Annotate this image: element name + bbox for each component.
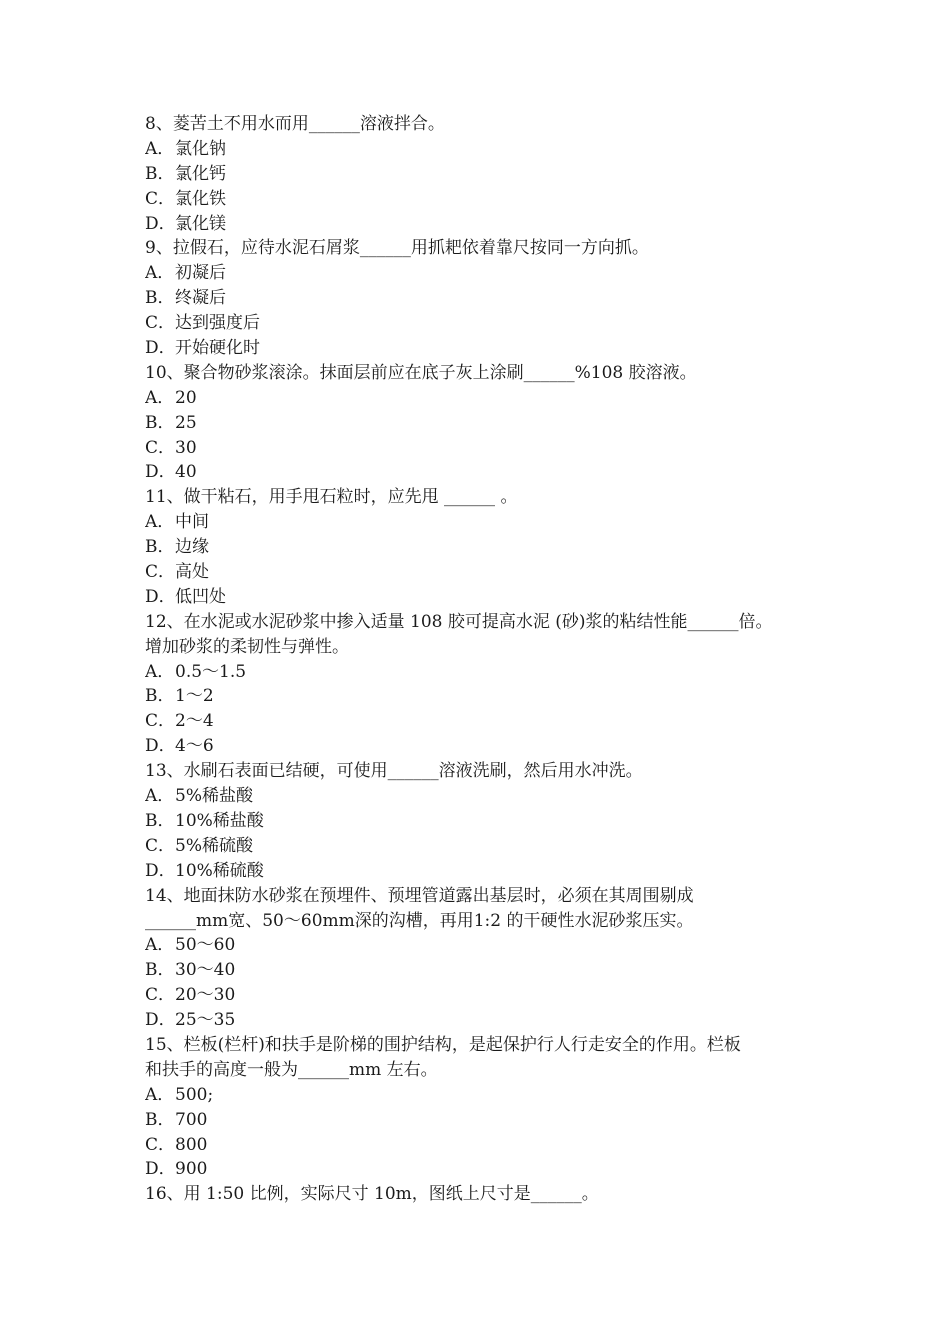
option-text: 700 xyxy=(175,1109,208,1130)
option-text: 900 xyxy=(175,1159,208,1180)
option-letter: B． xyxy=(145,537,175,558)
option-text: 高处 xyxy=(175,562,209,583)
option-letter: A． xyxy=(145,786,175,807)
option-letter: C． xyxy=(145,985,176,1006)
option-letter: C． xyxy=(145,1134,176,1155)
question-text-continued: ______mm宽、50～60mm深的沟槽，再用1:2 的干硬性水泥砂浆压实。 xyxy=(145,910,694,931)
option-d xyxy=(145,1157,813,1182)
option-letter: C． xyxy=(145,313,176,334)
option-c xyxy=(145,187,813,212)
question-text: 11、做干粘石，用手甩石粒时，应先甩 ______ 。 xyxy=(145,487,518,508)
option-text: 达到强度后 xyxy=(175,313,260,334)
option-a xyxy=(145,386,813,411)
option-c xyxy=(145,709,813,734)
option-text: 5%稀盐酸 xyxy=(175,786,253,807)
option-letter: C． xyxy=(145,188,176,209)
question-text: 9、拉假石，应待水泥石屑浆______用抓耙依着靠尺按同一方向抓。 xyxy=(145,238,649,259)
option-text: 边缘 xyxy=(175,537,209,558)
option-letter: C． xyxy=(145,835,176,856)
option-text: 30～40 xyxy=(175,960,236,981)
option-text: 氯化镁 xyxy=(175,213,226,234)
option-letter: D． xyxy=(145,1010,176,1031)
option-letter: B． xyxy=(145,686,175,707)
option-letter: B． xyxy=(145,810,175,831)
option-c xyxy=(145,311,813,336)
option-text: 10%稀盐酸 xyxy=(175,810,264,831)
option-c xyxy=(145,436,813,461)
question-12 xyxy=(145,610,813,759)
option-letter: D． xyxy=(145,462,176,483)
option-text: 氯化铁 xyxy=(175,188,226,209)
option-letter: B． xyxy=(145,1109,175,1130)
option-text: 25～35 xyxy=(175,1010,236,1031)
option-letter: A． xyxy=(145,512,175,533)
option-a xyxy=(145,510,813,535)
option-text: 氯化钠 xyxy=(175,138,226,159)
option-letter: A． xyxy=(145,935,175,956)
question-text: 12、在水泥或水泥砂浆中掺入适量 108 胶可提高水泥 (砂)浆的粘结性能______倍。 xyxy=(145,611,773,632)
option-d xyxy=(145,460,813,485)
option-letter: D． xyxy=(145,213,176,234)
question-text: 15、栏板(栏杆)和扶手是阶梯的围护结构，是起保护行人行走安全的作用。栏板 xyxy=(145,1034,741,1055)
option-letter: D． xyxy=(145,1159,176,1180)
option-letter: B． xyxy=(145,412,175,433)
option-a xyxy=(145,261,813,286)
option-a xyxy=(145,1083,813,1108)
option-letter: D． xyxy=(145,736,176,757)
question-text: 13、水刷石表面已结硬，可使用______溶液洗刷，然后用水冲洗。 xyxy=(145,761,643,782)
option-letter: D． xyxy=(145,586,176,607)
question-text: 16、用 1:50 比例，实际尺寸 10m，图纸上尺寸是______。 xyxy=(145,1184,599,1205)
option-d xyxy=(145,734,813,759)
question-9 xyxy=(145,236,813,360)
option-letter: A． xyxy=(145,138,175,159)
option-b xyxy=(145,286,813,311)
option-c xyxy=(145,983,813,1008)
option-d xyxy=(145,585,813,610)
option-text: 40 xyxy=(175,462,197,483)
option-letter: A． xyxy=(145,1084,175,1105)
option-b xyxy=(145,809,813,834)
option-d xyxy=(145,859,813,884)
question-15 xyxy=(145,1033,813,1182)
option-text: 4～6 xyxy=(175,736,214,757)
option-text: 10%稀硫酸 xyxy=(175,860,264,881)
option-text: 2～4 xyxy=(175,711,214,732)
option-a xyxy=(145,784,813,809)
option-text: 1～2 xyxy=(175,686,214,707)
option-letter: C． xyxy=(145,437,176,458)
option-text: 初凝后 xyxy=(175,263,226,284)
option-b xyxy=(145,535,813,560)
option-a xyxy=(145,933,813,958)
option-letter: A． xyxy=(145,387,175,408)
option-letter: D． xyxy=(145,338,176,359)
option-text: 50～60 xyxy=(175,935,236,956)
option-letter: C． xyxy=(145,562,176,583)
option-b xyxy=(145,1108,813,1133)
question-10 xyxy=(145,361,813,485)
option-d xyxy=(145,1008,813,1033)
option-text: 25 xyxy=(175,412,197,433)
question-text-continued: 和扶手的高度一般为______mm 左右。 xyxy=(145,1059,438,1080)
question-11 xyxy=(145,485,813,609)
option-text: 0.5～1.5 xyxy=(175,661,247,682)
option-b xyxy=(145,684,813,709)
option-a xyxy=(145,660,813,685)
option-letter: D． xyxy=(145,860,176,881)
option-text: 800 xyxy=(175,1134,208,1155)
question-text: 10、聚合物砂浆滚涂。抹面层前应在底子灰上涂刷______%108 胶溶液。 xyxy=(145,362,697,383)
option-text: 氯化钙 xyxy=(175,163,226,184)
option-letter: C． xyxy=(145,711,176,732)
option-c xyxy=(145,560,813,585)
option-text: 20～30 xyxy=(175,985,236,1006)
question-14 xyxy=(145,884,813,1033)
document-page xyxy=(145,112,813,1207)
option-c xyxy=(145,834,813,859)
option-text: 低凹处 xyxy=(175,586,226,607)
option-letter: A． xyxy=(145,263,175,284)
option-letter: B． xyxy=(145,163,175,184)
option-b xyxy=(145,411,813,436)
option-letter: A． xyxy=(145,661,175,682)
option-text: 开始硬化时 xyxy=(175,338,260,359)
option-b xyxy=(145,162,813,187)
option-text: 30 xyxy=(175,437,197,458)
option-text: 5%稀硫酸 xyxy=(175,835,253,856)
question-text: 8、菱苦土不用水而用______溶液拌合。 xyxy=(145,114,445,134)
option-b xyxy=(145,958,813,983)
question-8 xyxy=(145,112,813,236)
option-text: 终凝后 xyxy=(175,288,226,309)
option-text: 500; xyxy=(175,1084,214,1105)
option-letter: B． xyxy=(145,960,175,981)
option-d xyxy=(145,336,813,361)
question-text: 14、地面抹防水砂浆在预埋件、预埋管道露出基层时，必须在其周围剔成 xyxy=(145,885,694,906)
option-a xyxy=(145,137,813,162)
question-13 xyxy=(145,759,813,883)
option-text: 中间 xyxy=(175,512,209,533)
question-text-continued: 增加砂浆的柔韧性与弹性。 xyxy=(145,636,349,657)
option-c xyxy=(145,1133,813,1158)
question-16 xyxy=(145,1182,813,1207)
option-d xyxy=(145,212,813,237)
option-letter: B． xyxy=(145,288,175,309)
option-text: 20 xyxy=(175,387,197,408)
